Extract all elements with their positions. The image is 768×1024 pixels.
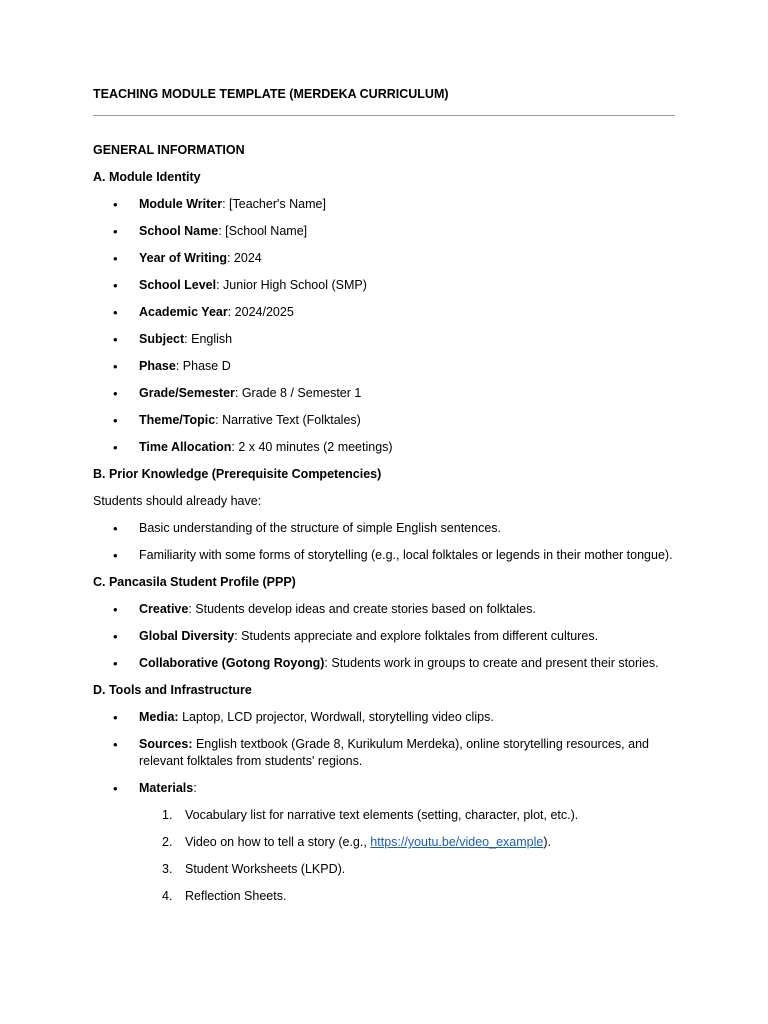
numbered-item — [139, 834, 675, 851]
item-label: School Level — [139, 278, 217, 292]
item-value: : Narrative Text (Folktales) — [215, 413, 361, 427]
section-a-heading: A. Module Identity — [93, 170, 201, 184]
general-information-heading: GENERAL INFORMATION — [93, 143, 245, 157]
tools-list — [93, 709, 675, 905]
item-label: Theme/Topic — [139, 413, 216, 427]
module-identity-list — [93, 196, 675, 456]
list-item — [93, 223, 675, 240]
item-value: : Students appreciate and explore folktales from different cultures. — [234, 629, 599, 643]
item-label: Phase — [139, 359, 176, 373]
item-label: Materials — [139, 781, 194, 795]
list-item — [93, 601, 675, 618]
item-label: School Name — [139, 224, 219, 238]
item-label: Module Writer — [139, 197, 223, 211]
item-label: Time Allocation — [139, 440, 232, 454]
item-number: 2. — [162, 835, 173, 849]
item-label: Year of Writing — [139, 251, 227, 265]
item-value: : Grade 8 / Semester 1 — [234, 386, 362, 400]
item-number: 4. — [162, 889, 173, 903]
list-item — [93, 250, 675, 267]
item-label: Creative — [139, 602, 189, 616]
list-item — [93, 655, 675, 672]
item-text: ). — [543, 835, 551, 849]
list-item — [93, 277, 675, 294]
item-label: Collaborative (Gotong Royong) — [139, 656, 325, 670]
item-label: Global Diversity — [139, 629, 235, 643]
document-page — [93, 86, 675, 905]
document-title: TEACHING MODULE TEMPLATE (MERDEKA CURRICULUM) — [93, 87, 449, 101]
numbered-item — [139, 861, 675, 878]
list-item — [93, 412, 675, 429]
student-profile-list — [93, 601, 675, 672]
item-label: Subject — [139, 332, 185, 346]
list-item — [93, 196, 675, 213]
video-link[interactable]: https://youtu.be/video_example — [370, 835, 544, 849]
item-value: : English — [184, 332, 233, 346]
list-item — [93, 358, 675, 375]
item-value: : Junior High School (SMP) — [216, 278, 367, 292]
item-number: 3. — [162, 862, 173, 876]
item-number: 1. — [162, 808, 173, 822]
section-c-heading: C. Pancasila Student Profile (PPP) — [93, 575, 296, 589]
item-text: Video on how to tell a story (e.g., — [185, 835, 371, 849]
item-text: Reflection Sheets. — [185, 889, 287, 903]
item-value: : 2024/2025 — [227, 305, 294, 319]
item-colon: : — [193, 781, 197, 795]
section-b-intro: Students should already have: — [93, 494, 262, 508]
item-value: : Students work in groups to create and present their stories. — [324, 656, 659, 670]
list-item-sources — [93, 736, 675, 770]
item-label: Grade/Semester — [139, 386, 235, 400]
list-item: • Familiarity with some forms of storytelling (e.g., local folktales or legends in their mother tongue). — [93, 547, 675, 564]
item-value: : 2024 — [226, 251, 262, 265]
item-label: Sources: — [139, 737, 193, 751]
item-value: English textbook (Grade 8, Kurikulum Merdeka), online storytelling resources, and relevant folktales from students' regions. — [139, 737, 649, 768]
numbered-item — [139, 888, 675, 905]
materials-list — [139, 807, 675, 905]
item-label: Media: — [139, 710, 179, 724]
section-b-heading: B. Prior Knowledge (Prerequisite Competencies) — [93, 467, 382, 481]
item-value: : Students develop ideas and create stories based on folktales. — [188, 602, 536, 616]
list-item: • Basic understanding of the structure of simple English sentences. — [93, 520, 675, 537]
list-item-media — [93, 709, 675, 726]
section-d-heading: D. Tools and Infrastructure — [93, 683, 252, 697]
item-value: : [School Name] — [218, 224, 308, 238]
list-item — [93, 304, 675, 321]
numbered-item — [139, 807, 675, 824]
item-label: Academic Year — [139, 305, 228, 319]
list-item-materials — [93, 780, 675, 905]
list-item — [93, 439, 675, 456]
list-item — [93, 385, 675, 402]
item-text: Student Worksheets (LKPD). — [185, 862, 346, 876]
item-value: Laptop, LCD projector, Wordwall, storytelling video clips. — [178, 710, 494, 724]
list-item — [93, 628, 675, 645]
list-item — [93, 331, 675, 348]
item-value: : [Teacher's Name] — [222, 197, 326, 211]
item-value: : 2 x 40 minutes (2 meetings) — [231, 440, 393, 454]
prior-knowledge-list — [93, 520, 675, 564]
title-divider — [93, 115, 675, 116]
item-value: : Phase D — [175, 359, 231, 373]
item-text: Vocabulary list for narrative text elements (setting, character, plot, etc.). — [185, 808, 579, 822]
